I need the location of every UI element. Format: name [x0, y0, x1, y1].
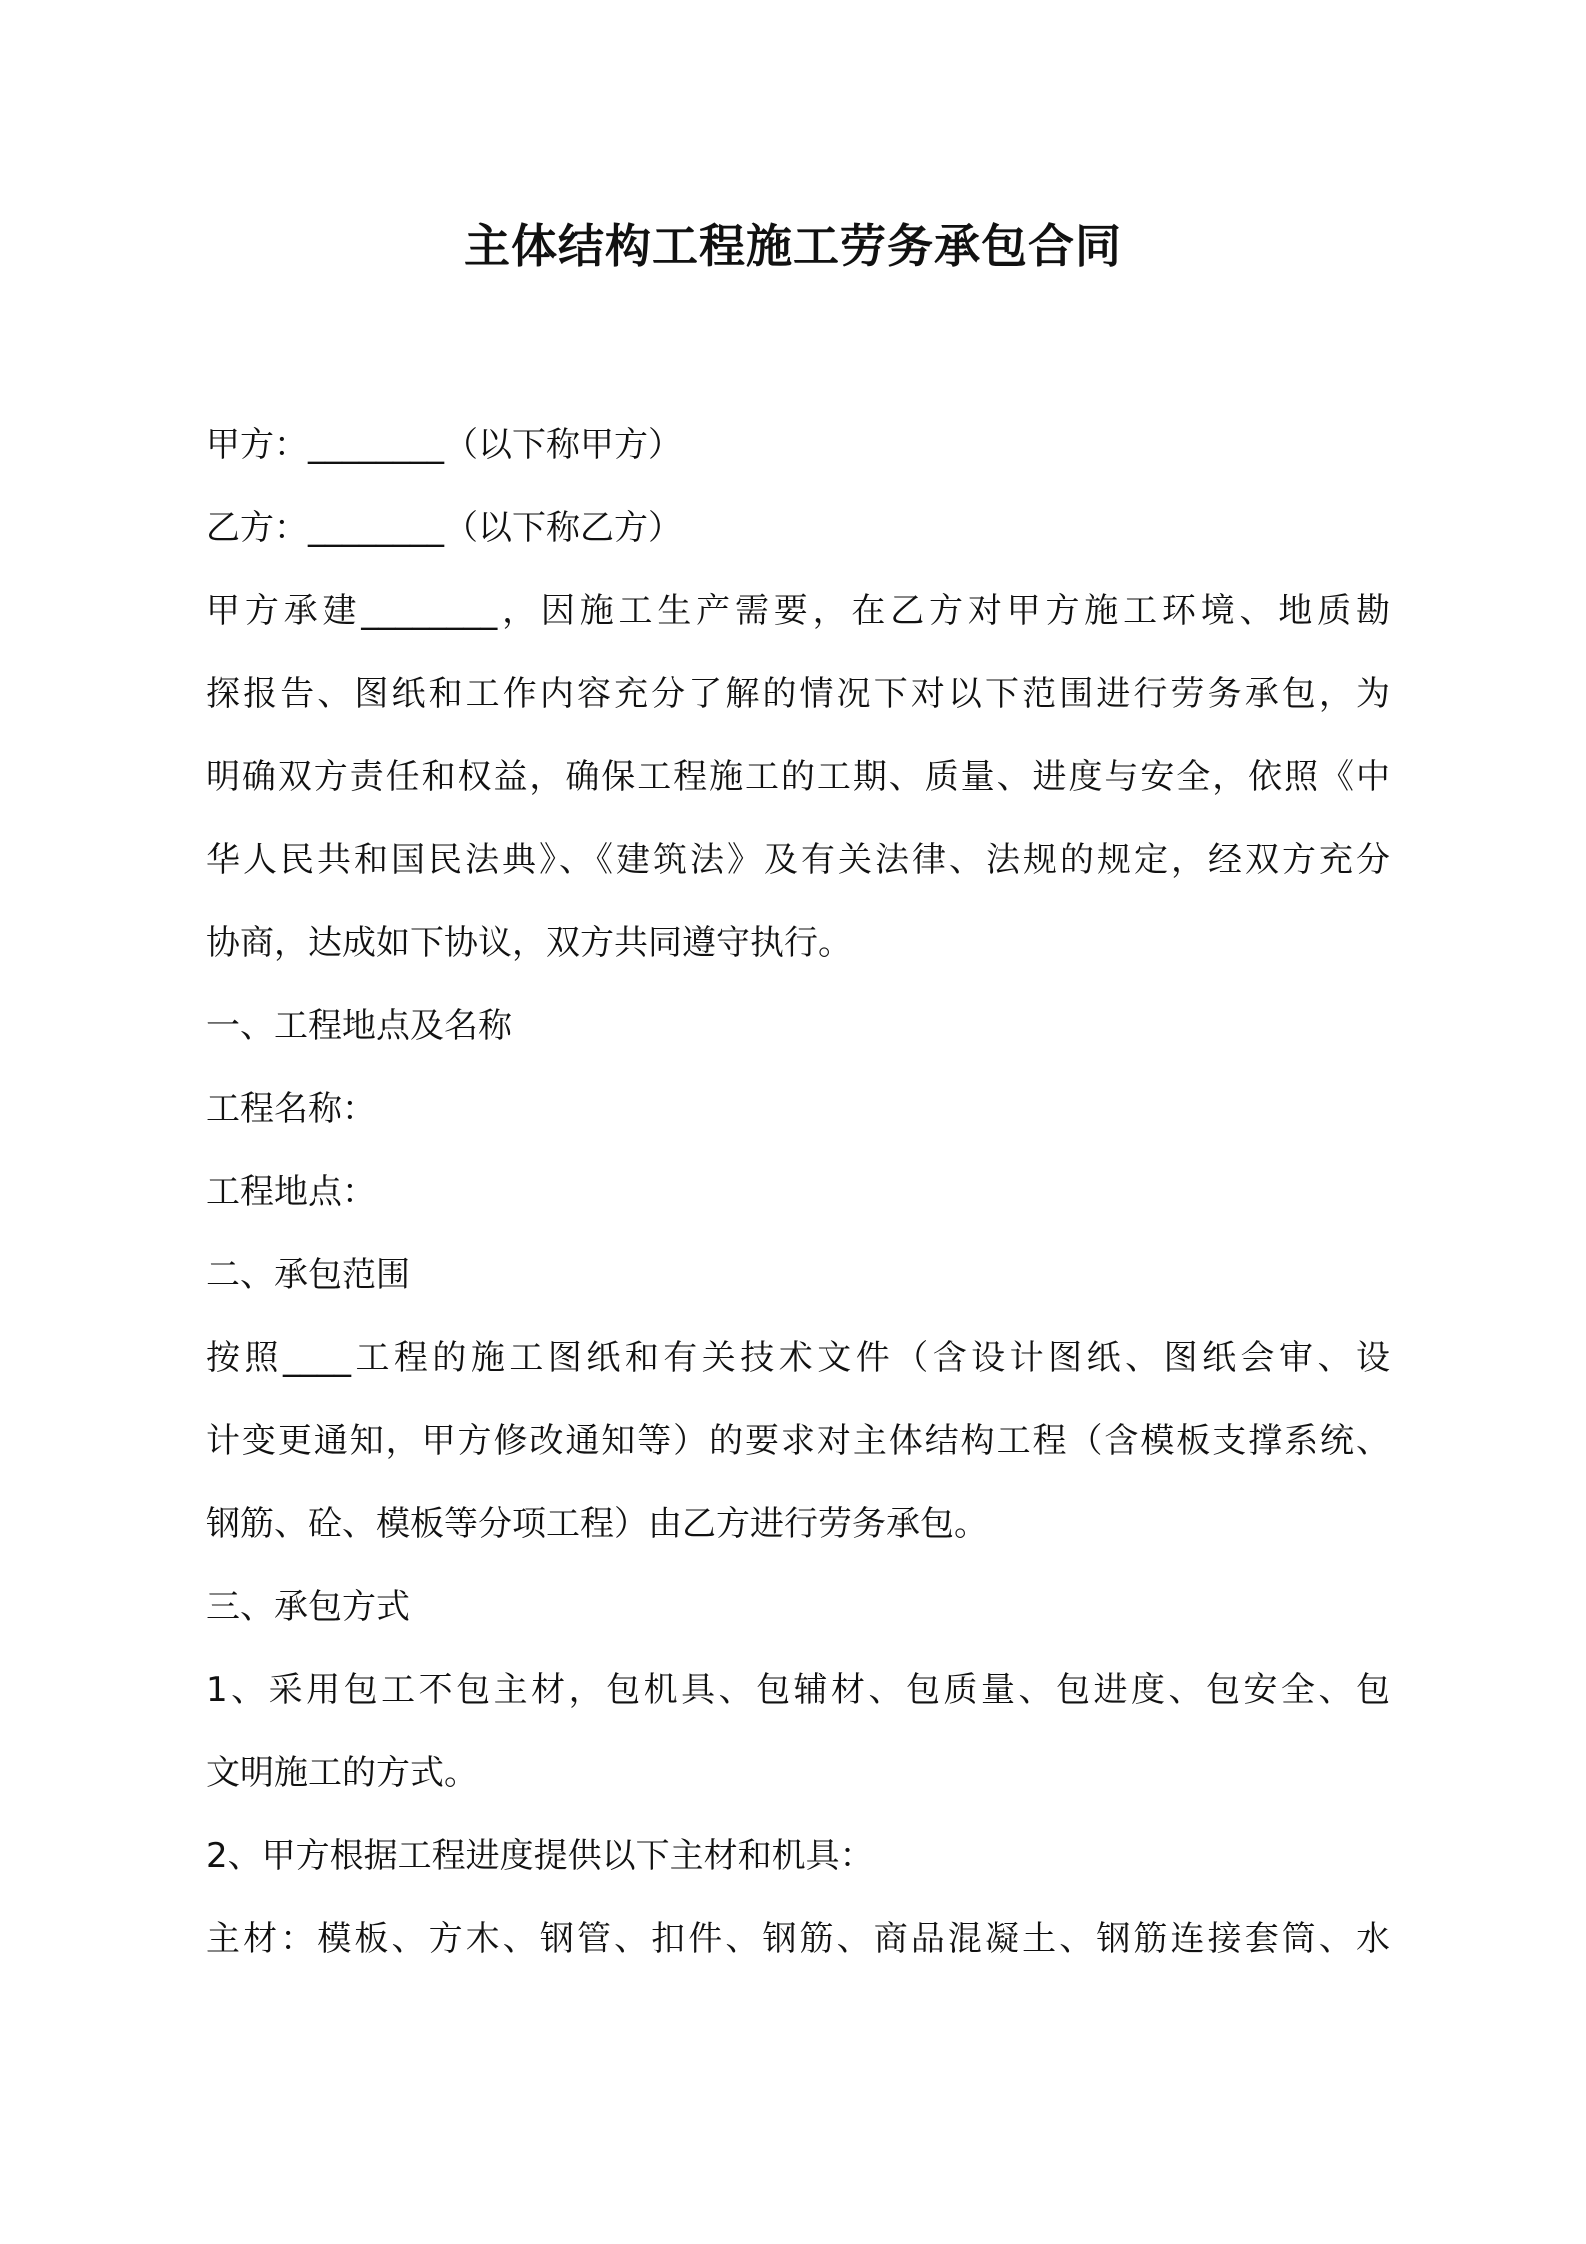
project-location-label: 工程地点： — [206, 1172, 376, 1212]
document-title: 主体结构工程施工劳务承包合同 — [464, 219, 1122, 273]
scope-line: 按照____工程的施工图纸和有关技术文件（含设计图纸、图纸会审、设 — [206, 1338, 1390, 1378]
section-3-heading: 三、承包方式 — [206, 1587, 410, 1627]
intro-line: 华人民共和国民法典》、《建筑法》及有关法律、法规的规定，经双方充分 — [206, 840, 1390, 880]
party-a-line: 甲方：________（以下称甲方） — [206, 425, 682, 465]
contract-method-item-2: 2、甲方根据工程进度提供以下主材和机具： — [206, 1836, 874, 1876]
scope-line: 钢筋、砼、模板等分项工程）由乙方进行劳务承包。 — [206, 1504, 988, 1544]
scope-line: 计变更通知，甲方修改通知等）的要求对主体结构工程（含模板支撑系统、 — [206, 1421, 1390, 1461]
item-1-line: 文明施工的方式。 — [206, 1753, 478, 1793]
section-1-heading: 一、工程地点及名称 — [206, 1006, 512, 1046]
materials-line: 主材：模板、方木、钢管、扣件、钢筋、商品混凝土、钢筋连接套筒、水 — [206, 1919, 1390, 1959]
document-body — [206, 404, 1390, 1981]
section-2-heading: 二、承包范围 — [206, 1255, 410, 1295]
scope-paragraph — [206, 1317, 1390, 1566]
intro-line: 协商，达成如下协议，双方共同遵守执行。 — [206, 923, 852, 963]
party-b-line: 乙方：________（以下称乙方） — [206, 508, 682, 548]
contract-method-item-1 — [206, 1649, 1390, 1815]
intro-line: 甲方承建________，因施工生产需要，在乙方对甲方施工环境、地质勘 — [206, 591, 1390, 631]
intro-paragraph — [206, 570, 1390, 985]
materials-paragraph — [206, 1898, 1390, 1981]
item-1-line: 1、采用包工不包主材，包机具、包辅材、包质量、包进度、包安全、包 — [206, 1670, 1390, 1710]
project-name-label: 工程名称： — [206, 1089, 376, 1129]
intro-line: 明确双方责任和权益，确保工程施工的工期、质量、进度与安全，依照《中 — [206, 757, 1390, 797]
intro-line: 探报告、图纸和工作内容充分了解的情况下对以下范围进行劳务承包，为 — [206, 674, 1390, 714]
